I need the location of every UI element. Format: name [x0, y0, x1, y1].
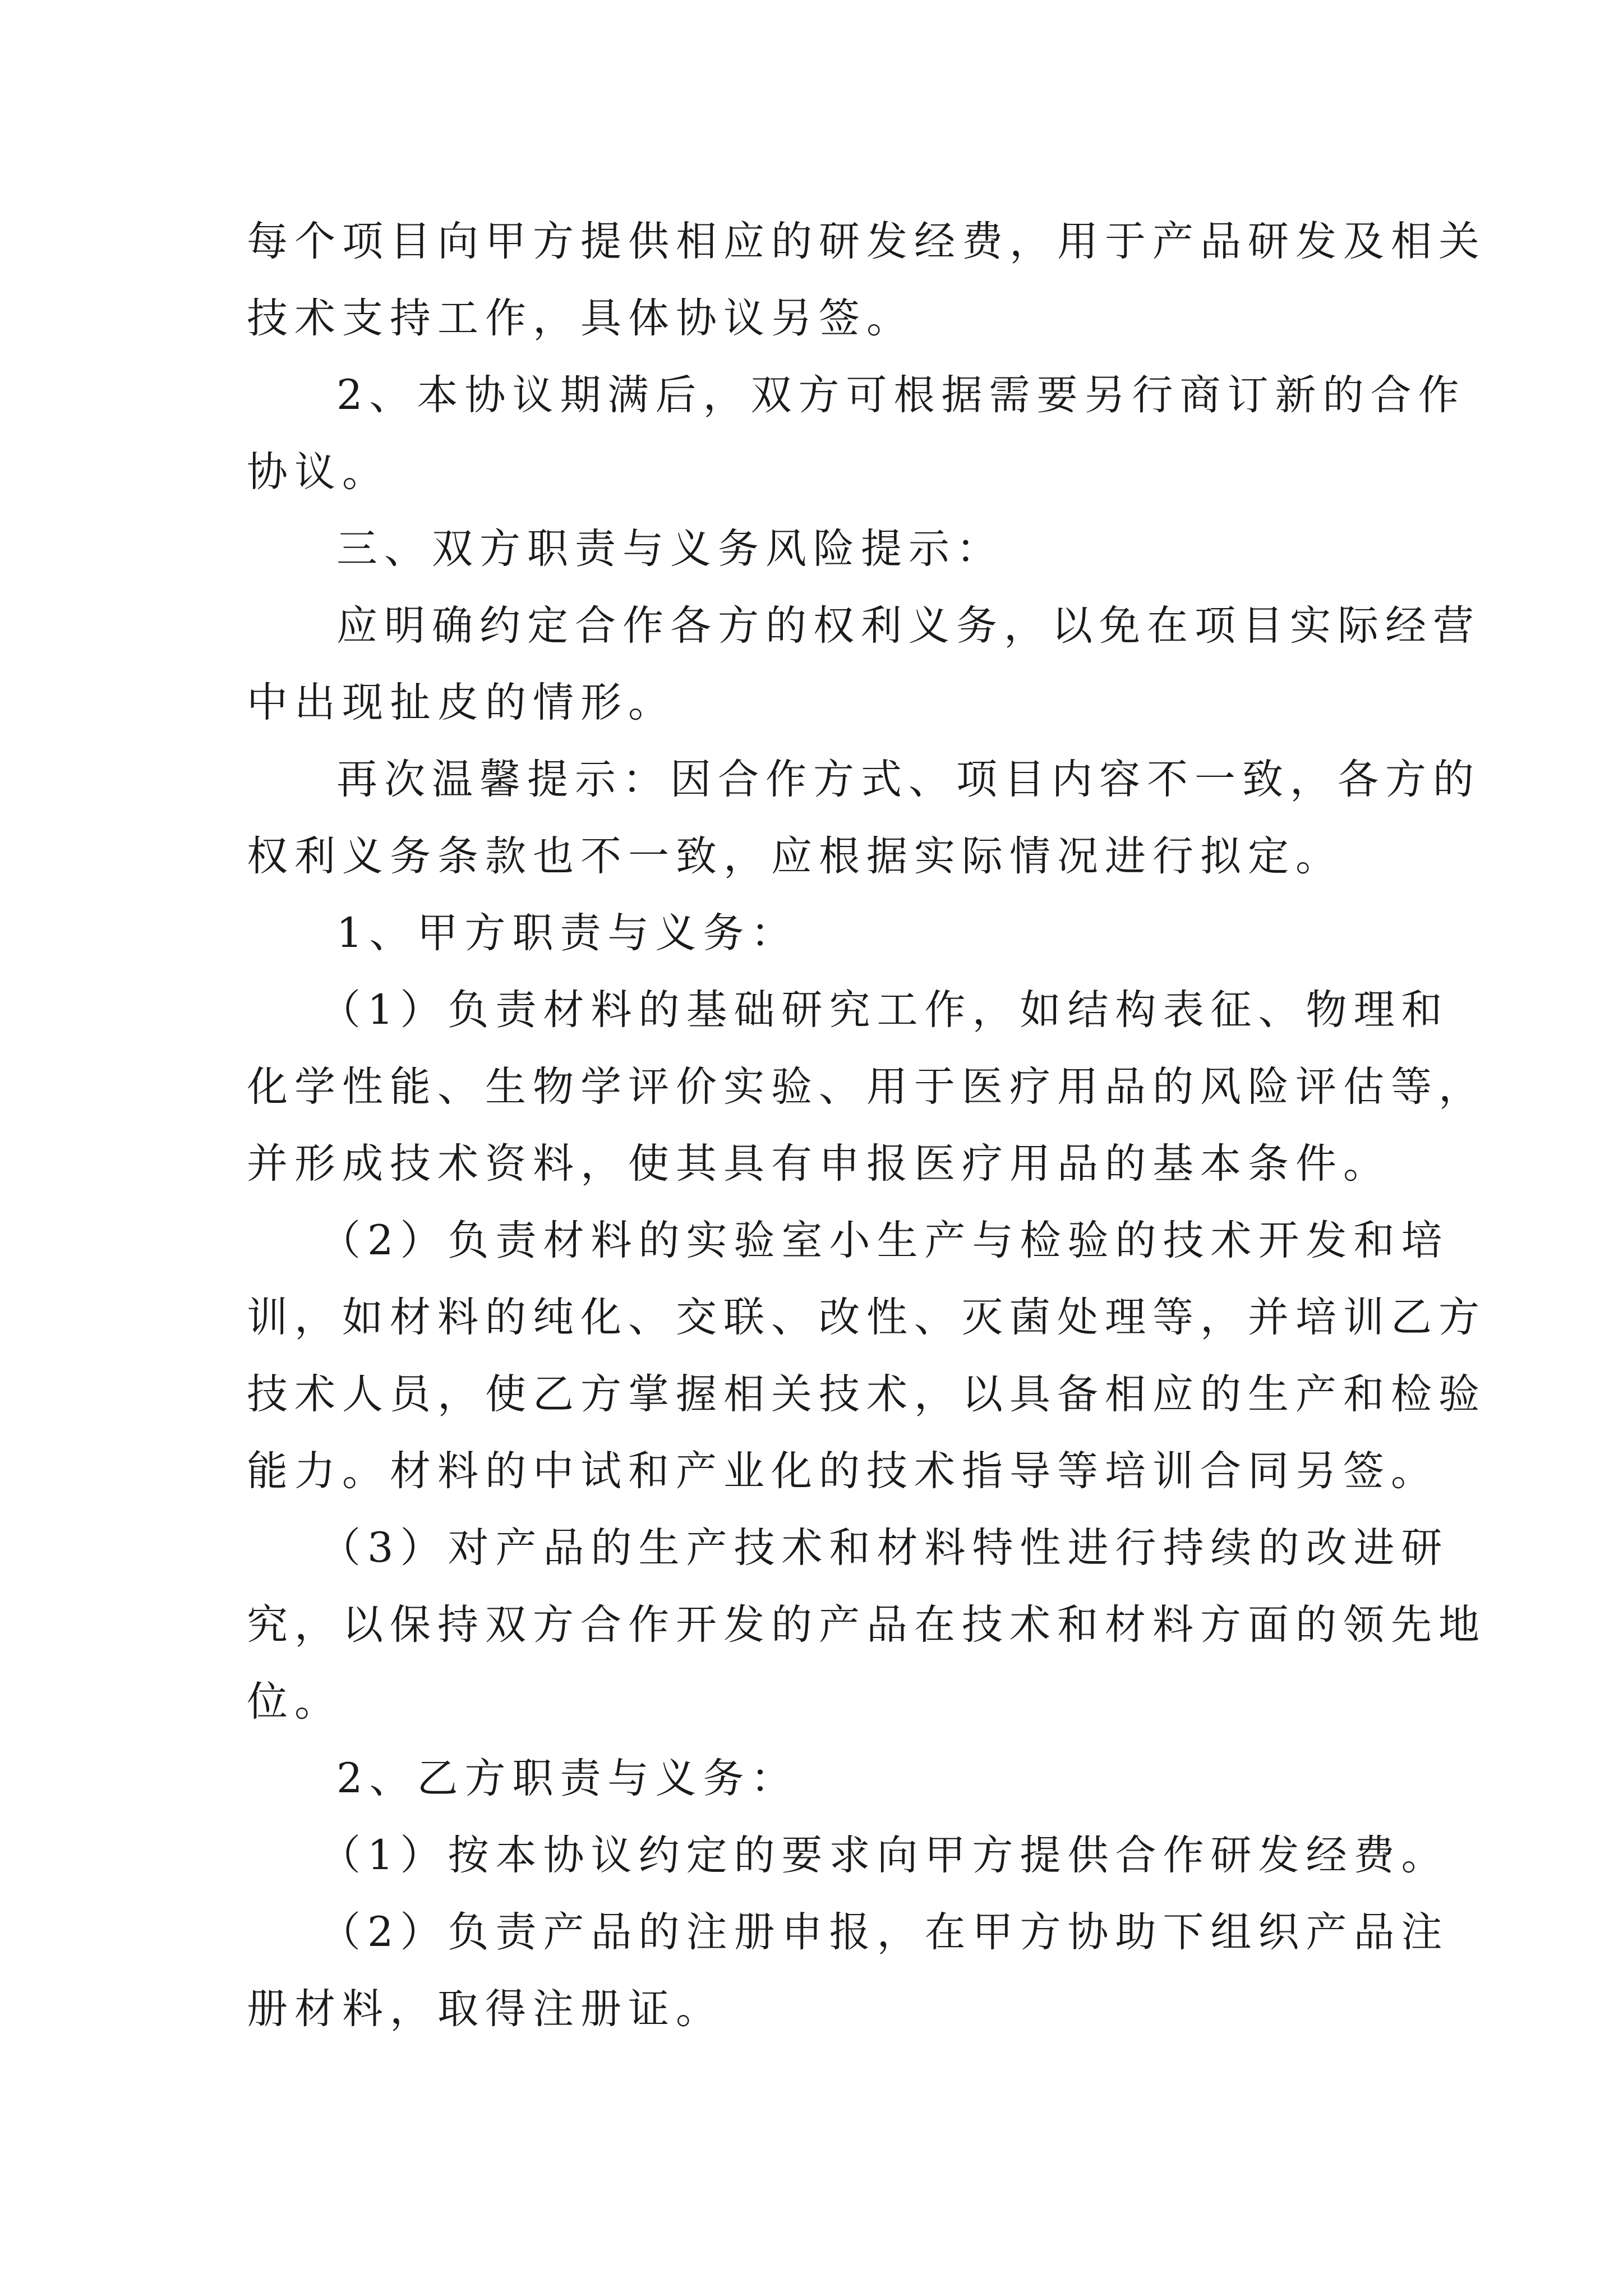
paragraph-line: 训，如材料的纯化、交联、改性、灭菌处理等，并培训乙方 — [247, 1294, 1486, 1341]
paragraph-line: 应明确约定合作各方的权利义务，以免在项目实际经营 — [336, 602, 1481, 650]
paragraph-line: 技术人员，使乙方掌握相关技术，以具备相应的生产和检验 — [247, 1370, 1486, 1418]
paragraph-line: （3）对产品的生产技术和材料特性进行持续的改进研 — [320, 1524, 1449, 1572]
paragraph-line: （1）负责材料的基础研究工作，如结构表征、物理和 — [320, 986, 1449, 1034]
paragraph-line: 册材料，取得注册证。 — [247, 1985, 723, 2033]
section-heading: 三、双方职责与义务风险提示： — [336, 525, 1004, 573]
subsection-heading: 2、乙方职责与义务： — [336, 1755, 799, 1802]
paragraph-line: 中出现扯皮的情形。 — [247, 679, 676, 726]
paragraph-line: 并形成技术资料，使其具有申报医疗用品的基本条件。 — [247, 1140, 1391, 1188]
paragraph-line: 2、本协议期满后，双方可根据需要另行商订新的合作 — [336, 371, 1466, 419]
paragraph-line: 每个项目向甲方提供相应的研发经费，用于产品研发及相关 — [247, 218, 1486, 265]
paragraph-line: 权利义务条款也不一致，应根据实际情况进行拟定。 — [247, 832, 1343, 880]
paragraph-line: 协议。 — [247, 448, 390, 496]
paragraph-line: 究，以保持双方合作开发的产品在技术和材料方面的领先地 — [247, 1601, 1486, 1649]
paragraph-line: 能力。材料的中试和产业化的技术指导等培训合同另签。 — [247, 1447, 1438, 1495]
paragraph-line: 技术支持工作，具体协议另签。 — [247, 295, 914, 342]
paragraph-line: （2）负责产品的注册申报，在甲方协助下组织产品注 — [320, 1908, 1449, 1956]
paragraph-line: （1）按本协议约定的要求向甲方提供合作研发经费。 — [320, 1832, 1449, 1879]
subsection-heading: 1、甲方职责与义务： — [336, 909, 799, 957]
paragraph-line: 化学性能、生物学评价实验、用于医疗用品的风险评估等， — [247, 1063, 1486, 1111]
paragraph-line: 再次温馨提示：因合作方式、项目内容不一致，各方的 — [336, 756, 1481, 803]
paragraph-line: 位。 — [247, 1678, 342, 1726]
paragraph-line: （2）负责材料的实验室小生产与检验的技术开发和培 — [320, 1217, 1449, 1264]
document-body — [247, 216, 1486, 2035]
